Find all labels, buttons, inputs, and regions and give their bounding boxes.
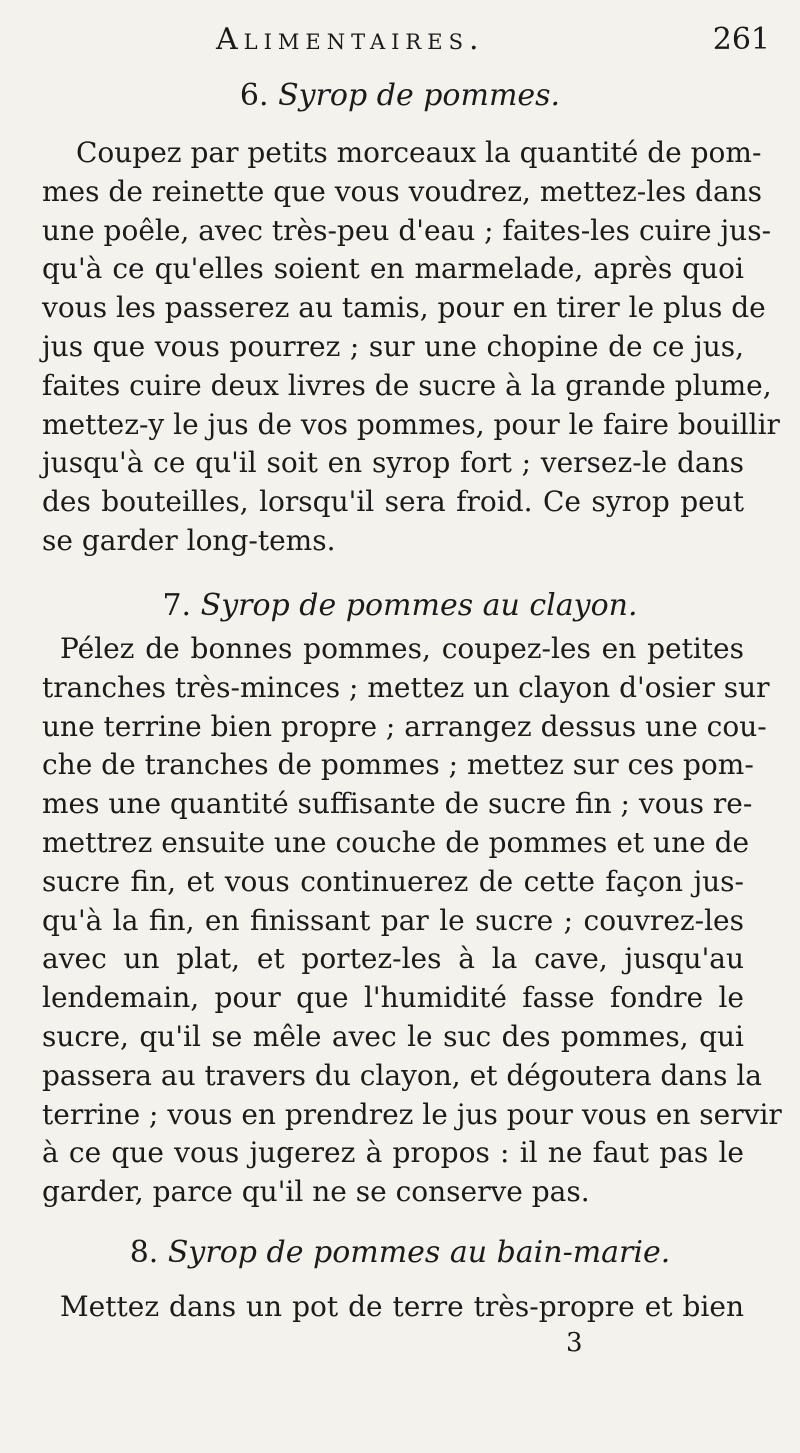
text-line: une poêle, avec très-peu d'eau ; faites-les cuire jus- (42, 213, 772, 247)
text-line: vous les passerez au tamis, pour en tirer le plus de (42, 291, 766, 325)
section-paragraph-7 (42, 630, 782, 1212)
section-paragraph-6 (42, 134, 780, 561)
text-line: mettez-y le jus de vos pommes, pour le faire bouillir (42, 407, 780, 441)
text-line: mettrez ensuite une couche de pommes et une de (42, 825, 750, 859)
section-paragraph-8 (42, 1288, 744, 1327)
signature-mark: 3 (566, 1328, 583, 1358)
running-head (0, 22, 800, 62)
text-line: se garder long-tems. (42, 523, 336, 557)
section-heading-8 (0, 1235, 800, 1270)
text-line: Coupez par petits morceaux la quantité de pom- (76, 136, 762, 169)
text-line: à ce que vous jugerez à propos : il ne faut pas le (42, 1136, 744, 1170)
text-line: sucre, qu'il se mêle avec le suc des pommes, qui (42, 1019, 744, 1053)
section-title: Syrop de pommes au bain-marie. (167, 1235, 671, 1270)
text-line: passera au travers du clayon, et dégoutera dans la (42, 1058, 763, 1092)
section-heading-7 (0, 588, 800, 623)
text-line: des bouteilles, lorsqu'il sera froid. Ce syrop peut (42, 485, 744, 519)
section-title: Syrop de pommes. (278, 78, 561, 113)
section-heading-6 (0, 78, 800, 113)
running-title: Alimentaires. (216, 22, 485, 57)
page-number: 261 (712, 22, 770, 57)
section-number: 6. (239, 78, 269, 113)
text-line: lendemain, pour que l'humidité fasse fondre le (42, 981, 744, 1015)
section-number: 7. (162, 588, 192, 623)
text-line: une terrine bien propre ; arrangez dessus une cou- (42, 709, 767, 743)
text-line: sucre fin, et vous continuerez de cette façon jus- (42, 864, 744, 898)
text-line: che de tranches de pommes ; mettez sur ces pom- (42, 748, 754, 782)
text-line: garder, parce qu'il ne se conserve pas. (42, 1175, 590, 1209)
text-line: Mettez dans un pot de terre très-propre et bien (60, 1290, 744, 1323)
text-line: mes une quantité suffisante de sucre fin ; vous re- (42, 787, 753, 821)
text-line: qu'à ce qu'elles soient en marmelade, après quoi (42, 252, 744, 286)
section-title: Syrop de pommes au clayon. (200, 588, 638, 623)
text-line: avec un plat, et portez-les à la cave, jusqu'au (42, 942, 744, 976)
text-line: qu'à la fin, en finissant par le sucre ; couvrez-les (42, 903, 744, 937)
text-line: Pélez de bonnes pommes, coupez-les en petites (60, 632, 744, 665)
text-line: jusqu'à ce qu'il soit en syrop fort ; versez-le dans (42, 446, 744, 480)
text-line: tranches très-minces ; mettez un clayon d'osier sur (42, 670, 770, 704)
text-line: faites cuire deux livres de sucre à la grande plume, (42, 368, 772, 402)
section-number: 8. (129, 1235, 159, 1270)
text-line: jus que vous pourrez ; sur une chopine de ce jus, (42, 329, 744, 363)
text-line: mes de reinette que vous voudrez, mettez-les dans (42, 174, 763, 208)
text-line: terrine ; vous en prendrez le jus pour vous en servir (42, 1097, 782, 1131)
